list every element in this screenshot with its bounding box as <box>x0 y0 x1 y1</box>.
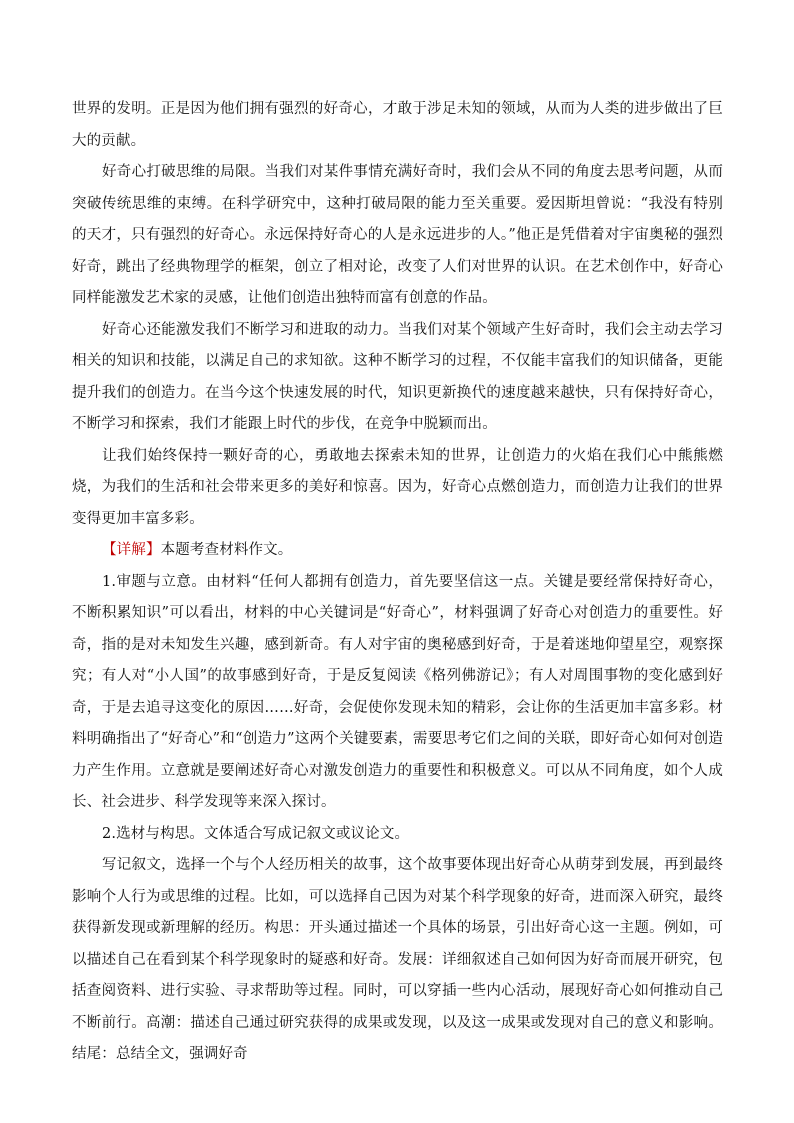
analysis-topic-and-theme: 1.审题与立意。由材料“任何人都拥有创造力，首先要坚信这一点。关键是要经常保持好奇心，不断积累知识”可以看出，材料的中心关键词是“好奇心”，材料强调了好奇心对创造力的重要性。好奇，指的是对未知发生兴趣，感到新奇。有人对宇宙的奥秘感到好奇，于是着迷地仰望星空，观察探究；有人对“小人国”的故事感到好奇，于是反复阅读《格列佛游记》；有人对周围事物的变化感到好奇，于是去追寻这变化的原因……好奇，会促使你发现未知的精彩，会让你的生活更加丰富多彩。材料明确指出了“好奇心”和“创造力”这两个关键要素，需要思考它们之间的关联，即好奇心如何对创造力产生作用。立意就是要阐述好奇心对激发创造力的重要性和积极意义。可以从不同角度，如个人成长、社会进步、科学发现等来深入探讨。 <box>72 573 723 810</box>
paragraph-learning-motivation: 好奇心还能激发我们不断学习和进取的动力。当我们对某个领域产生好奇时，我们会主动去学习相关的知识和技能，以满足自己的求知欲。这种不断学习的过程，不仅能丰富我们的知识储备，更能提升我们的创造力。在当今这个快速发展的时代，知识更新换代的速度越来越快，只有保持好奇心，不断学习和探索，我们才能跟上时代的步伐，在竞争中脱颖而出。 <box>72 321 723 432</box>
paragraph-breaking-limits: 好奇心打破思维的局限。当我们对某件事情充满好奇时，我们会从不同的角度去思考问题，从而突破传统思维的束缚。在科学研究中，这种打破局限的能力至关重要。爱因斯坦曾说：“我没有特别的天才，只有强烈的好奇心。永远保持好奇心的人是永远进步的人。”他正是凭借着对宇宙奥秘的强烈好奇，跳出了经典物理学的框架，创立了相对论，改变了人们对世界的认识。在艺术创作中，好奇心同样能激发艺术家的灵感，让他们创造出独特而富有创意的作品。 <box>72 164 723 306</box>
detail-text: 本题考查材料作文。 <box>160 542 293 558</box>
document-body <box>72 94 723 1071</box>
detail-heading <box>72 535 723 567</box>
detail-label: 【详解】 <box>102 542 161 558</box>
analysis-narrative-writing: 写记叙文，选择一个与个人经历相关的故事，这个故事要体现出好奇心从萌芽到发展，再到最终影响个人行为或思维的过程。比如，可以选择自己因为对某个科学现象的好奇，进而深入研究，最终获得新发现或新理解的经历。构思：开头通过描述一个具体的场景，引出好奇心这一主题。例如，可以描述自己在看到某个科学现象时的疑惑和好奇。发展：详细叙述自己如何因为好奇而展开研究，包括查阅资料、进行实验、寻求帮助等过程。同时，可以穿插一些内心活动，展现好奇心如何推动自己不断前行。高潮：描述自己通过研究获得的成果或发现，以及这一成果或发现对自己的意义和影响。结尾：总结全文，强调好奇 <box>72 857 723 1062</box>
paragraph-conclusion: 让我们始终保持一颗好奇的心，勇敢地去探索未知的世界，让创造力的火焰在我们心中熊熊燃烧，为我们的生活和社会带来更多的美好和惊喜。因为，好奇心点燃创造力，而创造力让我们的世界变得更加丰富多彩。 <box>72 447 723 527</box>
analysis-material-and-structure: 2.选材与构思。文体适合写成记叙文或议论文。 <box>102 825 410 842</box>
paragraph-continued: 世界的发明。正是因为他们拥有强烈的好奇心，才敢于涉足未知的领域，从而为人类的进步做出了巨大的贡献。 <box>72 101 723 149</box>
